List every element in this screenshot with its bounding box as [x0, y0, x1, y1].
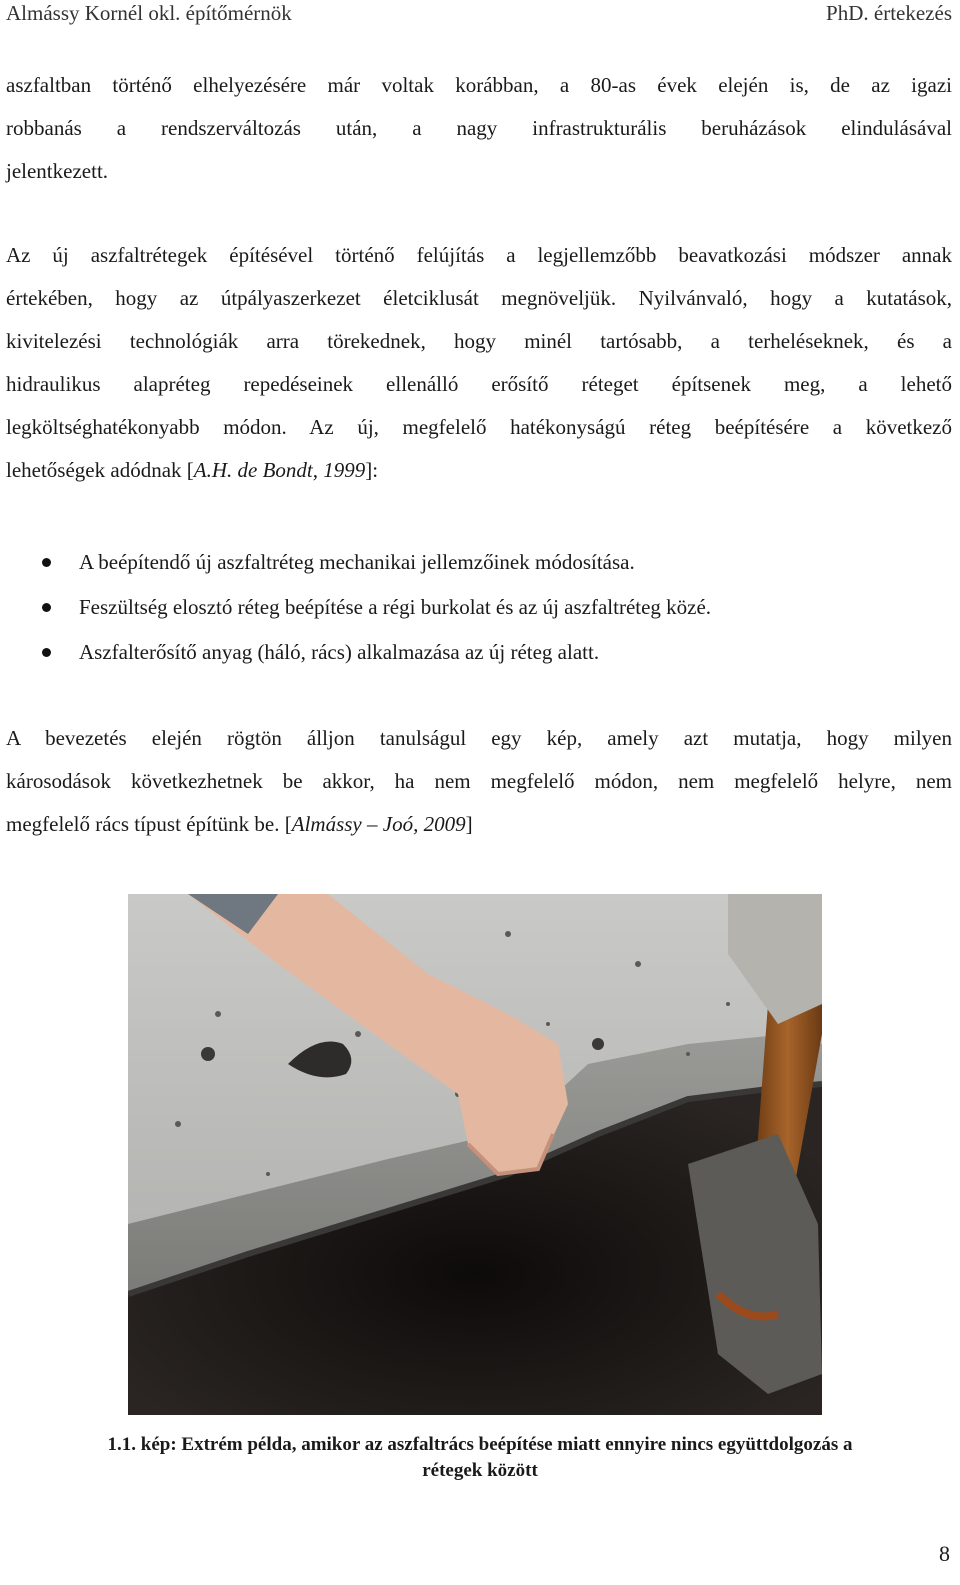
line-text: ]	[465, 812, 473, 836]
bullet-list	[0, 540, 946, 675]
paragraph-1	[6, 64, 952, 193]
header-doc-type: PhD. értekezés	[826, 1, 952, 25]
paragraph-line: A bevezetés elején rögtön álljon tanulságul egy kép, amely azt mutatja, hogy milyen	[6, 726, 952, 750]
paragraph-line: Az új aszfaltrétegek építésével történő felújítás a legjellemzőbb beavatkozási módszer annak	[6, 243, 952, 267]
list-item-text: Feszültség elosztó réteg beépítése a régi burkolat és az új aszfaltréteg közé.	[79, 595, 712, 619]
citation: A.H. de Bondt, 1999	[193, 458, 366, 482]
paragraph-line	[6, 449, 952, 492]
caption-line: rétegek között	[422, 1460, 538, 1481]
bullet-icon	[42, 648, 51, 657]
paragraph-line: legköltséghatékonyabb módon. Az új, megfelelő hatékonyságú réteg beépítésére a következő	[6, 415, 952, 439]
list-item	[0, 630, 946, 675]
paragraph-line: jelentkezett.	[6, 159, 109, 183]
paragraph-line: aszfaltban történő elhelyezésére már voltak korábban, a 80-as évek elején is, de az igazi	[6, 73, 952, 97]
line-text: ]:	[365, 458, 379, 482]
list-item	[0, 585, 946, 630]
figure-photo	[128, 894, 822, 1415]
bullet-icon	[42, 558, 51, 567]
paragraph-line: robbanás a rendszerváltozás után, a nagy infrastrukturális beruházások elindulásával	[6, 116, 952, 140]
paragraph-line	[6, 803, 952, 846]
paragraph-line: károsodások következhetnek be akkor, ha nem megfelelő módon, nem megfelelő helyre, nem	[6, 769, 952, 793]
citation: Almássy – Joó, 2009	[291, 812, 466, 836]
running-header	[6, 0, 952, 28]
caption-line: 1.1. kép: Extrém példa, amikor az aszfaltrács beépítése miatt ennyire nincs együttdolgozás a	[107, 1434, 853, 1455]
line-text: lehetőségek adódnak [	[6, 458, 194, 482]
bullet-icon	[42, 603, 51, 612]
paragraph-line: hidraulikus alapréteg repedéseinek ellenálló erősítő réteget építsenek meg, a lehető	[6, 372, 952, 396]
list-item-text: A beépítendő új aszfaltréteg mechanikai jellemzőinek módosítása.	[79, 550, 635, 574]
list-item	[0, 540, 946, 585]
asphalt-damage-photo	[128, 894, 822, 1415]
paragraph-2	[6, 234, 952, 492]
figure-caption	[0, 1432, 960, 1484]
paragraph-line: értekében, hogy az útpályaszerkezet életciklusát megnöveljük. Nyilvánvaló, hogy a kutatások,	[6, 286, 952, 310]
list-item-text: Aszfalterősítő anyag (háló, rács) alkalmazása az új réteg alatt.	[79, 640, 600, 664]
page-number: 8	[939, 1541, 950, 1566]
paragraph-3	[6, 717, 952, 846]
header-author: Almássy Kornél okl. építőmérnök	[6, 1, 292, 25]
paragraph-line: kivitelezési technológiák arra törekednek, hogy minél tartósabb, a terheléseknek, és a	[6, 329, 952, 353]
line-text: megfelelő rács típust építünk be. [	[6, 812, 292, 836]
